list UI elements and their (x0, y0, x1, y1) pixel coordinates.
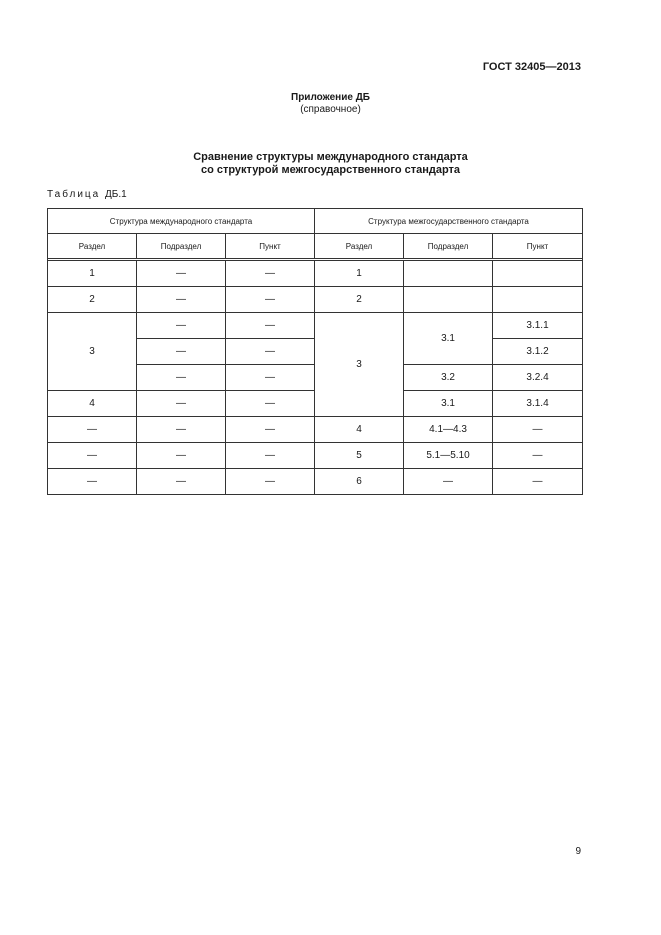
group-header-interstate: Структура межгосударственного стандарта (315, 209, 583, 234)
table-cell: — (226, 417, 315, 443)
table-cell: 5.1—5.10 (404, 443, 493, 469)
table-caption (47, 189, 127, 200)
page-number: 9 (575, 846, 581, 857)
table-cell: — (226, 339, 315, 365)
appendix-title: Приложение ДБ (291, 92, 370, 103)
table-cell: — (137, 313, 226, 339)
table-cell: 3.1.2 (493, 339, 583, 365)
table-cell-merged: 3 (48, 313, 137, 391)
appendix-note: (справочное) (300, 104, 361, 115)
table-cell: — (48, 417, 137, 443)
table-cell: — (137, 469, 226, 495)
table-cell: — (137, 443, 226, 469)
table-cell: 3.1.4 (493, 391, 583, 417)
table-group-header-row (48, 209, 583, 234)
table-cell-merged: 3.1 (404, 313, 493, 365)
column-header: Раздел (48, 234, 137, 259)
table-cell: — (137, 417, 226, 443)
table-cell (404, 261, 493, 287)
table-cell: — (226, 313, 315, 339)
table-cell: 4 (315, 417, 404, 443)
table-cell: — (493, 469, 583, 495)
table-cell: 2 (48, 287, 137, 313)
column-header: Раздел (315, 234, 404, 259)
table-cell: 2 (315, 287, 404, 313)
table-cell: — (137, 261, 226, 287)
table-cell: 6 (315, 469, 404, 495)
table-cell: — (404, 469, 493, 495)
table-cell: — (226, 261, 315, 287)
table-cell: 3.1 (404, 391, 493, 417)
table-cell: — (48, 443, 137, 469)
table-cell: — (137, 287, 226, 313)
table-cell: 3.2 (404, 365, 493, 391)
table-caption-prefix: Таблица (47, 189, 101, 200)
table-cell: — (226, 443, 315, 469)
table-cell: — (226, 469, 315, 495)
table-cell: — (493, 417, 583, 443)
table-caption-number: ДБ.1 (105, 189, 127, 200)
table-cell (493, 261, 583, 287)
table-cell: — (137, 391, 226, 417)
column-header: Пункт (493, 234, 583, 259)
table-cell: 1 (48, 261, 137, 287)
table-cell: — (137, 339, 226, 365)
column-header: Пункт (226, 234, 315, 259)
table-row (48, 469, 583, 495)
heading-line-1: Сравнение структуры международного стандарта (193, 151, 468, 163)
column-header: Подраздел (404, 234, 493, 259)
group-header-international: Структура международного стандарта (48, 209, 315, 234)
table-cell (404, 287, 493, 313)
table-row (48, 443, 583, 469)
table-cell (493, 287, 583, 313)
section-heading (0, 151, 661, 177)
heading-line-2: со структурой межгосударственного стандарта (200, 164, 461, 176)
table-row (48, 313, 583, 339)
table-cell: 4.1—4.3 (404, 417, 493, 443)
column-header: Подраздел (137, 234, 226, 259)
table-cell: 3.1.1 (493, 313, 583, 339)
table-cell: — (226, 391, 315, 417)
table-cell: — (493, 443, 583, 469)
table-cell: — (48, 469, 137, 495)
table-cell-merged: 3 (315, 313, 404, 417)
table-column-header-row (48, 234, 583, 259)
table-cell: — (226, 287, 315, 313)
appendix-heading (0, 92, 661, 116)
table-cell: — (226, 365, 315, 391)
table-cell: — (137, 365, 226, 391)
comparison-table (47, 208, 583, 495)
table-row (48, 261, 583, 287)
table-cell: 3.2.4 (493, 365, 583, 391)
table-row (48, 417, 583, 443)
table-row (48, 287, 583, 313)
table-cell: 5 (315, 443, 404, 469)
document-code: ГОСТ 32405—2013 (482, 61, 581, 73)
table-cell: 4 (48, 391, 137, 417)
table-cell: 1 (315, 261, 404, 287)
